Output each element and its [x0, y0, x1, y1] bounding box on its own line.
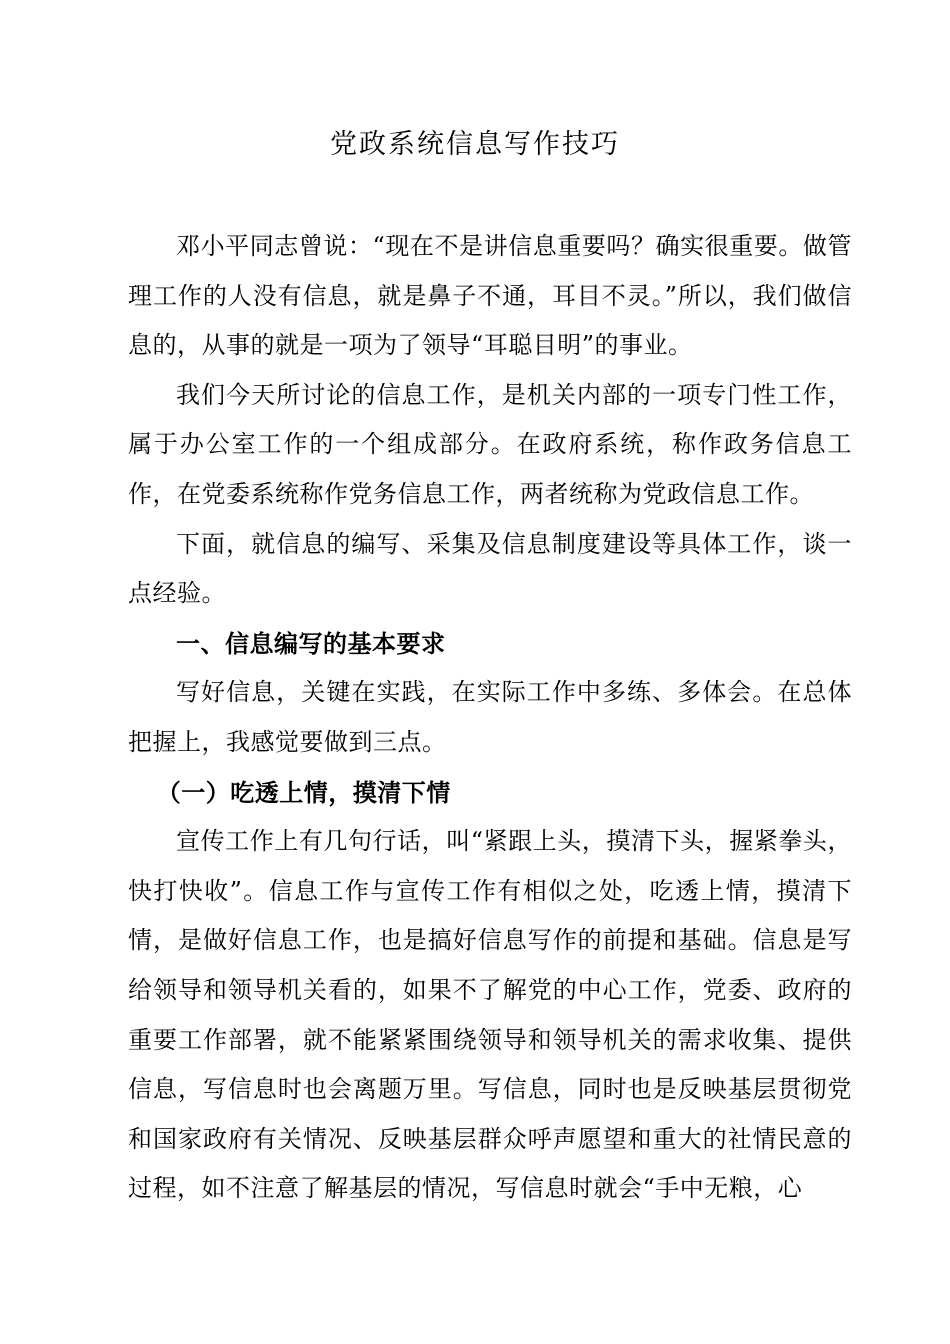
subsection-heading-understand: （一）吃透上情，摸清下情 [156, 777, 451, 807]
paragraph-deng-quote: 邓小平同志曾说：“现在不是讲信息重要吗？确实很重要。做管理工作的人没有信息，就是鼻子不通，耳目不灵。”所以，我们做信息的，从事的就是一项为了领导“耳聪目明”的事业。 [128, 232, 852, 360]
paragraph-info-work-definition: 我们今天所讨论的信息工作，是机关内部的一项专门性工作，属于办公室工作的一个组成部分。在政府系统，称作政务信息工作，在党委系统称作党务信息工作，两者统称为党政信息工作。 [128, 380, 852, 508]
paragraph-write-well: 写好信息，关键在实践，在实际工作中多练、多体会。在总体把握上，我感觉要做到三点。 [128, 678, 852, 756]
paragraph-intro-experience: 下面，就信息的编写、采集及信息制度建设等具体工作，谈一点经验。 [128, 529, 852, 608]
section-heading-basic-requirements: 一、信息编写的基本要求 [176, 628, 446, 658]
paragraph-propaganda-saying: 宣传工作上有几句行话，叫“紧跟上头，摸清下头，握紧拳头，快打快收”。信息工作与宣传工作有相似之处，吃透上情，摸清下情，是做好信息工作，也是搞好信息写作的前提和基础。信息是写给领导和领导机关看的，如果不了解党的中心工作，党委、政府的重要工作部署，就不能紧紧围绕领导和领导机关的需求收集、提供信息，写信息时也会离题万里。写信息，同时也是反映基层贯彻党和国家政府有关情况、反映基层群众呼声愿望和重大的社情民意的过程，如不注意了解基层的情况，写信息时就会“手中无粮，心 [128, 827, 852, 1203]
document-title: 党政系统信息写作技巧 [330, 129, 620, 160]
document-body [128, 222, 852, 1214]
